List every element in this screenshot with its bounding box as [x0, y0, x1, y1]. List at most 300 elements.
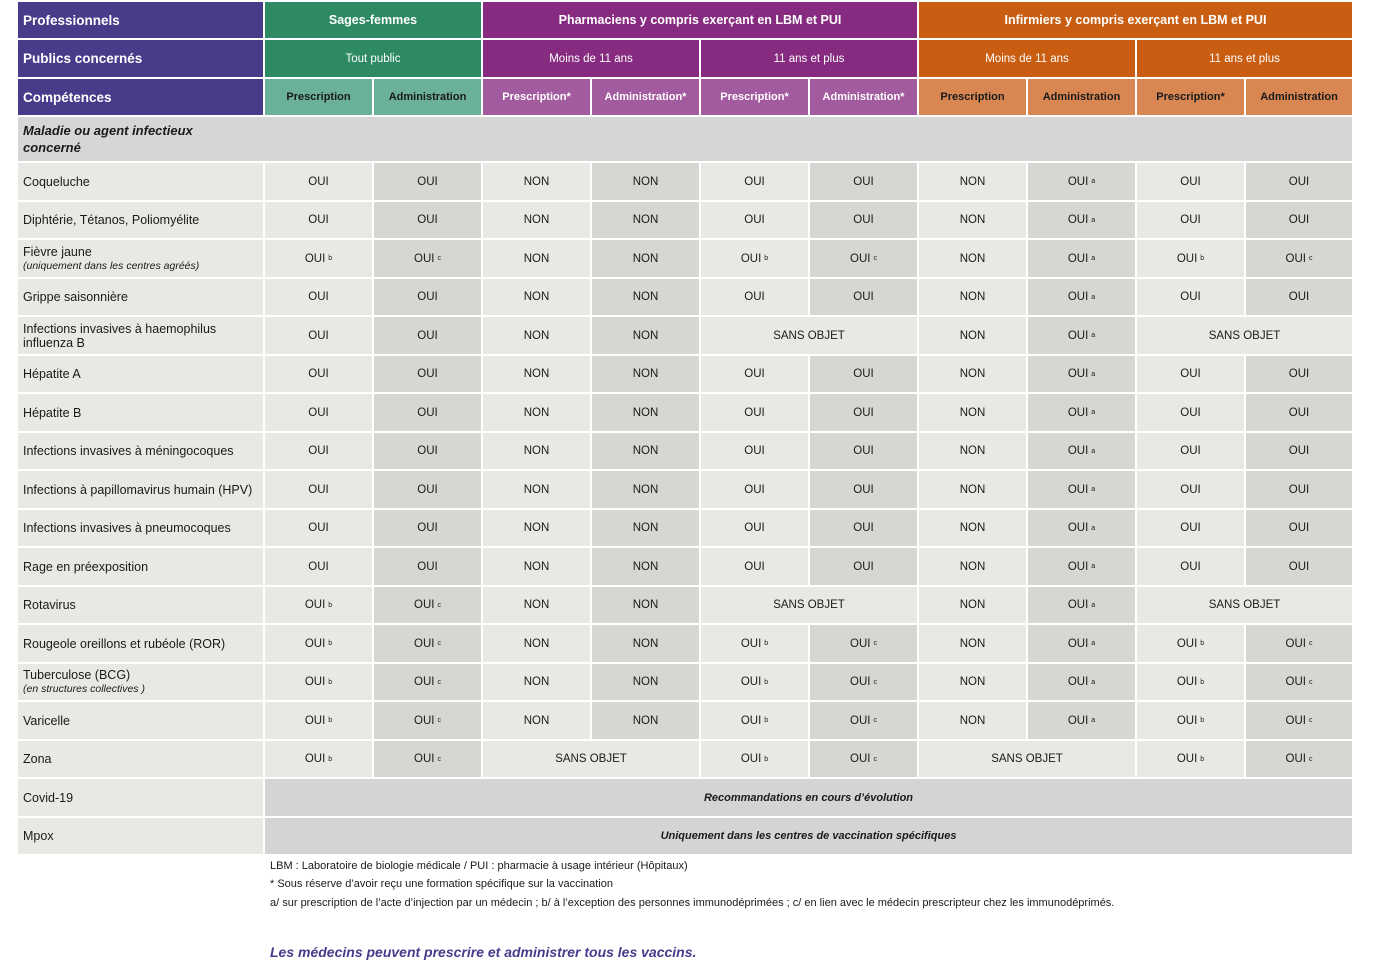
value-text: OUI	[1285, 714, 1306, 727]
value-cell	[1246, 741, 1354, 779]
row-label-text	[23, 598, 76, 612]
value-text: OUI	[304, 753, 326, 765]
value-cell	[810, 240, 919, 279]
value-text: OUI	[414, 252, 435, 265]
disease-name: Coqueluche	[23, 174, 90, 189]
disease-name: Hépatite A	[23, 367, 81, 381]
value-text: OUI	[1288, 291, 1310, 303]
footnote-marker: c	[437, 678, 441, 686]
footnote-marker: c	[873, 717, 877, 724]
row-label	[18, 317, 265, 356]
value-text: OUI	[308, 368, 329, 380]
value-text: OUI	[1180, 368, 1201, 380]
footnote-marker: a	[1091, 409, 1096, 416]
value-cell	[374, 433, 483, 471]
value-cell	[1246, 240, 1354, 279]
value-text: OUI	[1288, 560, 1310, 573]
value-text: NON	[959, 406, 986, 419]
competence-header	[1246, 79, 1354, 117]
disease-name: Infections à papillomavirus humain (HPV)	[23, 482, 253, 497]
value-text: OUI	[1288, 368, 1310, 380]
value-cell	[592, 202, 701, 240]
row-label-text	[23, 213, 199, 227]
value-cell	[701, 625, 810, 664]
footnote-marker: b	[764, 755, 769, 763]
value-text: NON	[959, 483, 986, 496]
value-cell	[592, 471, 701, 510]
value-text: OUI	[414, 753, 435, 765]
value-cell	[919, 587, 1028, 625]
competence-header-label: Prescription*	[502, 91, 571, 103]
value-cell	[1028, 279, 1137, 317]
value-text: NON	[959, 445, 986, 457]
value-text: SANS OBJET	[1208, 329, 1281, 342]
value-text: NON	[632, 637, 659, 650]
value-cell	[265, 279, 374, 317]
value-text: OUI	[1176, 753, 1198, 765]
footnote-marker: c	[437, 755, 441, 763]
value-text: OUI	[1180, 291, 1201, 303]
value-cell	[483, 317, 592, 356]
value-text: OUI	[740, 753, 762, 765]
value-text: OUI	[1067, 291, 1089, 303]
row-label	[18, 202, 265, 240]
value-text: OUI	[308, 483, 329, 496]
footnote-marker: a	[1091, 717, 1096, 724]
value-text: OUI	[1067, 599, 1089, 611]
footnote-marker: b	[764, 640, 769, 647]
value-cell	[1137, 163, 1246, 202]
value-cell	[374, 356, 483, 394]
value-cell	[265, 741, 374, 779]
value-text: OUI	[414, 676, 435, 688]
value-cell	[265, 394, 374, 433]
value-text: OUI	[1285, 637, 1306, 650]
value-cell	[483, 625, 592, 664]
value-cell	[1028, 664, 1137, 702]
value-cell	[810, 433, 919, 471]
value-cell	[1028, 433, 1137, 471]
value-text: OUI	[304, 714, 326, 727]
value-text: OUI	[850, 753, 871, 765]
value-cell	[483, 510, 592, 548]
value-text: OUI	[853, 522, 874, 534]
value-text: OUI	[304, 637, 326, 650]
value-text: OUI	[1067, 522, 1089, 534]
value-cell	[701, 240, 810, 279]
value-cell	[919, 625, 1028, 664]
header-competences	[18, 79, 265, 117]
value-cell	[919, 702, 1028, 741]
value-cell	[483, 240, 592, 279]
value-text: OUI	[1067, 214, 1089, 226]
footnote-marker: a	[1091, 524, 1096, 532]
row-label-text	[23, 367, 81, 381]
header-professionnels	[18, 2, 265, 40]
value-cell	[1137, 394, 1246, 433]
group-header-label: Sages-femmes	[328, 13, 418, 27]
value-cell	[919, 163, 1028, 202]
value-cell	[265, 163, 374, 202]
footnote-marker: a	[1091, 601, 1096, 609]
value-cell	[374, 664, 483, 702]
value-cell	[1246, 394, 1354, 433]
footnote-marker: c	[1308, 678, 1313, 686]
value-text: OUI	[1067, 637, 1089, 650]
value-text: OUI	[1176, 676, 1198, 688]
row-label-text	[23, 322, 216, 350]
disease-name: Infections invasives à méningocoques	[23, 444, 234, 458]
value-text: OUI	[414, 714, 435, 727]
value-cell	[374, 279, 483, 317]
value-text: NON	[959, 522, 986, 534]
public-header-label: Tout public	[345, 52, 401, 65]
disease-name: Fièvre jaune	[23, 244, 92, 259]
value-cell	[919, 548, 1028, 587]
value-text: NON	[632, 445, 659, 457]
value-cell	[1246, 202, 1354, 240]
wide-note-text: Uniquement dans les centres de vaccination spécifiques	[660, 830, 957, 842]
value-cell	[810, 510, 919, 548]
value-text: OUI	[1180, 560, 1201, 573]
value-cell	[265, 664, 374, 702]
value-cell	[1028, 394, 1137, 433]
value-text: OUI	[744, 445, 765, 457]
value-text: NON	[632, 252, 659, 265]
value-cell	[483, 279, 592, 317]
competence-header	[701, 79, 810, 117]
footnote-marker: a	[1091, 293, 1096, 301]
competence-header-label: Administration	[388, 91, 467, 103]
disease-name: Grippe saisonnière	[23, 290, 128, 304]
value-text: SANS OBJET	[555, 753, 627, 765]
footnote-marker: a	[1091, 255, 1096, 262]
competence-header	[919, 79, 1028, 117]
value-cell	[810, 625, 919, 664]
value-text: OUI	[1285, 252, 1306, 265]
value-text: OUI	[853, 291, 874, 303]
competence-header	[592, 79, 701, 117]
value-cell	[374, 510, 483, 548]
value-text: NON	[523, 637, 550, 650]
value-text: OUI	[740, 252, 762, 265]
value-cell	[265, 587, 374, 625]
value-cell	[919, 664, 1028, 702]
value-cell	[483, 587, 592, 625]
value-text: OUI	[1067, 252, 1089, 265]
value-text: NON	[959, 676, 986, 688]
value-cell	[919, 741, 1137, 779]
footnote-marker: b	[1200, 717, 1205, 724]
value-cell	[265, 240, 374, 279]
value-cell	[483, 163, 592, 202]
doctors-statement: Les médecins peuvent prescrire et administrer tous les vaccins.	[270, 944, 697, 960]
value-text: NON	[523, 483, 550, 496]
competence-header	[483, 79, 592, 117]
row-label	[18, 356, 265, 394]
disease-name: Rage en préexposition	[23, 559, 149, 574]
value-text: NON	[523, 252, 550, 265]
value-cell	[701, 587, 919, 625]
value-cell	[592, 317, 701, 356]
value-cell	[1028, 240, 1137, 279]
group-header	[483, 2, 919, 40]
row-label-text	[23, 714, 70, 728]
footnote-marker: b	[764, 255, 769, 262]
value-cell	[919, 433, 1028, 471]
value-cell	[701, 394, 810, 433]
value-text: NON	[632, 560, 659, 573]
value-text: NON	[632, 483, 659, 496]
value-cell	[265, 510, 374, 548]
value-text: OUI	[1176, 714, 1198, 727]
row-label	[18, 625, 265, 664]
value-text: OUI	[417, 483, 438, 496]
row-label	[18, 163, 265, 202]
value-cell	[701, 664, 810, 702]
value-text: NON	[523, 406, 550, 419]
value-cell	[265, 625, 374, 664]
value-text: OUI	[853, 483, 874, 496]
value-cell	[483, 394, 592, 433]
disease-name: Covid-19	[23, 790, 74, 805]
value-text: OUI	[304, 676, 326, 688]
value-text: NON	[959, 714, 986, 727]
footnote-marker: b	[764, 678, 769, 686]
footnote-marker: b	[328, 601, 333, 609]
value-cell	[265, 433, 374, 471]
value-text: OUI	[850, 252, 871, 265]
value-cell	[265, 202, 374, 240]
value-cell	[1137, 279, 1246, 317]
value-cell	[701, 471, 810, 510]
competence-header-label: Prescription*	[1156, 91, 1225, 103]
row-label	[18, 779, 265, 818]
value-text: NON	[959, 175, 986, 188]
value-cell	[265, 471, 374, 510]
value-cell	[1246, 664, 1354, 702]
section-header-maladie	[18, 117, 1354, 163]
value-text: OUI	[1180, 445, 1201, 457]
value-cell	[810, 702, 919, 741]
value-cell	[810, 548, 919, 587]
value-cell	[374, 702, 483, 741]
value-cell	[483, 471, 592, 510]
value-text: NON	[523, 329, 550, 342]
value-cell	[592, 356, 701, 394]
value-cell	[919, 394, 1028, 433]
value-text: NON	[523, 522, 550, 534]
value-text: OUI	[414, 599, 435, 611]
public-header	[919, 40, 1137, 79]
value-text: NON	[959, 329, 986, 342]
row-label-text	[23, 791, 73, 805]
value-cell	[1137, 510, 1246, 548]
value-text: OUI	[1067, 676, 1089, 688]
group-header	[265, 2, 483, 40]
value-text: NON	[959, 637, 986, 650]
value-text: OUI	[1288, 445, 1310, 457]
value-text: NON	[632, 368, 659, 380]
value-text: SANS OBJET	[1208, 599, 1281, 611]
value-text: NON	[632, 329, 659, 342]
footnote-marker: b	[328, 255, 333, 262]
value-cell	[1028, 702, 1137, 741]
footer-note-conditions: a/ sur prescription de l’acte d’injection par un médecin ; b/ à l’exception des personnes immunodéprimées ; c/ en lien avec le médecin prescripteur chez les immunodéprimés.	[270, 897, 1115, 909]
value-cell	[919, 317, 1028, 356]
value-cell	[701, 741, 810, 779]
disease-name: Varicelle	[23, 713, 71, 728]
footnote-marker: b	[1200, 678, 1205, 686]
value-text: OUI	[1180, 214, 1201, 226]
value-text: OUI	[1288, 522, 1310, 534]
value-text: OUI	[308, 445, 329, 457]
value-cell	[1137, 433, 1246, 471]
value-cell	[592, 394, 701, 433]
value-cell	[1028, 471, 1137, 510]
footnote-marker: b	[328, 678, 333, 686]
value-cell	[1137, 702, 1246, 741]
row-label-text	[23, 483, 252, 497]
wide-note-cell	[265, 779, 1354, 818]
value-text: OUI	[1180, 483, 1201, 496]
value-text: OUI	[1285, 753, 1306, 765]
footnote-marker: a	[1091, 447, 1096, 455]
value-cell	[1028, 510, 1137, 548]
group-header-label: Pharmaciens y compris exerçant en LBM et PUI	[558, 13, 842, 27]
value-text: NON	[632, 522, 659, 534]
value-cell	[1137, 202, 1246, 240]
competence-header-label: Prescription*	[720, 91, 789, 103]
value-text: OUI	[744, 214, 765, 226]
value-cell	[919, 279, 1028, 317]
footnote-marker: c	[437, 255, 441, 262]
value-text: OUI	[308, 560, 329, 573]
value-cell	[265, 317, 374, 356]
value-cell	[1028, 163, 1137, 202]
row-label	[18, 471, 265, 510]
value-text: OUI	[417, 522, 438, 534]
disease-name-continued: influenza B	[23, 335, 85, 350]
value-cell	[1246, 433, 1354, 471]
value-text: OUI	[414, 637, 435, 650]
row-label	[18, 394, 265, 433]
disease-name: Rotavirus	[23, 598, 76, 612]
value-text: OUI	[1180, 522, 1201, 534]
value-text: OUI	[417, 329, 438, 342]
value-cell	[1028, 356, 1137, 394]
value-cell	[810, 471, 919, 510]
value-cell	[483, 548, 592, 587]
value-cell	[483, 741, 701, 779]
value-cell	[1137, 664, 1246, 702]
value-cell	[1246, 471, 1354, 510]
value-text: NON	[632, 599, 659, 611]
value-text: OUI	[308, 522, 329, 534]
value-text: OUI	[1067, 406, 1089, 419]
competence-header-label: Administration*	[822, 91, 905, 103]
row-label-text	[23, 752, 52, 766]
value-cell	[592, 587, 701, 625]
footnote-marker: c	[873, 678, 877, 686]
disease-name: Diphtérie, Tétanos, Poliomyélite	[23, 213, 200, 227]
footnote-marker: b	[328, 755, 333, 763]
value-text: OUI	[1067, 175, 1089, 188]
value-text: NON	[632, 676, 659, 688]
competence-header-label: Administration*	[604, 91, 687, 103]
footnote-marker: c	[1308, 255, 1313, 262]
value-cell	[374, 394, 483, 433]
value-text: OUI	[1176, 637, 1198, 650]
value-text: OUI	[308, 291, 329, 303]
value-text: SANS OBJET	[773, 329, 845, 342]
value-text: OUI	[740, 637, 762, 650]
value-cell	[701, 433, 810, 471]
value-text: NON	[523, 291, 550, 303]
value-cell	[374, 240, 483, 279]
value-cell	[1028, 625, 1137, 664]
row-label	[18, 818, 265, 856]
value-text: OUI	[1067, 368, 1089, 380]
value-cell	[483, 433, 592, 471]
value-text: OUI	[1067, 483, 1089, 496]
row-label-text	[23, 290, 128, 304]
footnote-marker: a	[1091, 370, 1096, 378]
value-text: OUI	[850, 676, 871, 688]
value-text: NON	[632, 175, 659, 188]
value-text: OUI	[744, 368, 765, 380]
competence-header-label: Administration	[1260, 91, 1338, 103]
value-text: NON	[523, 214, 550, 226]
value-text: OUI	[417, 406, 438, 419]
value-text: OUI	[417, 368, 438, 380]
row-label-text	[23, 521, 231, 535]
value-text: OUI	[740, 714, 762, 727]
public-header-label: 11 ans et plus	[1209, 52, 1280, 65]
header-competences-label: Compétences	[23, 89, 112, 105]
row-label-text	[23, 668, 145, 696]
footnote-marker: a	[1091, 332, 1096, 339]
footnote-marker: a	[1091, 678, 1096, 686]
value-cell	[919, 356, 1028, 394]
value-cell	[1137, 741, 1246, 779]
value-cell	[483, 202, 592, 240]
competence-header	[265, 79, 374, 117]
footnote-marker: c	[437, 640, 441, 647]
footnote-marker: b	[1200, 255, 1205, 262]
public-header-label: 11 ans et plus	[773, 52, 845, 65]
footnote-marker: a	[1091, 216, 1096, 224]
value-text: OUI	[308, 329, 329, 342]
row-label-text	[23, 175, 90, 189]
row-label	[18, 433, 265, 471]
value-text: OUI	[744, 483, 765, 496]
section-header-label: Maladie ou agent infectieux concerné	[23, 123, 193, 155]
footnote-marker: c	[437, 601, 441, 609]
value-cell	[592, 240, 701, 279]
competence-header-label: Prescription	[940, 91, 1005, 103]
vaccination-competences-table	[18, 2, 1354, 854]
row-label-text	[23, 444, 234, 458]
competence-header	[374, 79, 483, 117]
value-text: OUI	[417, 214, 438, 226]
value-cell	[810, 163, 919, 202]
wide-note-text: Recommandations en cours d’évolution	[703, 791, 914, 804]
footnote-marker: c	[1308, 755, 1313, 763]
public-header-label: Moins de 11 ans	[985, 52, 1069, 65]
footer-note-training: * Sous réserve d’avoir reçu une formation spécifique sur la vaccination	[270, 878, 614, 890]
footnote-marker: c	[1308, 640, 1313, 647]
